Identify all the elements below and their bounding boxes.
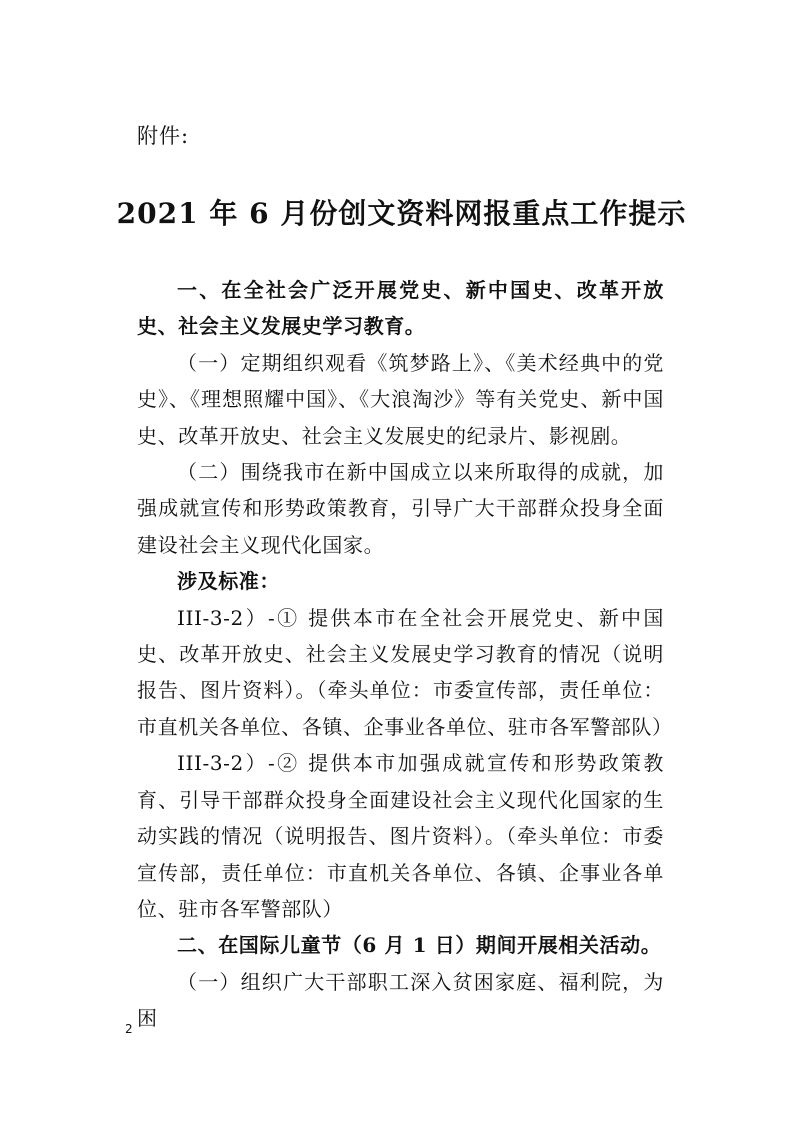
page-number: 2: [125, 1022, 133, 1036]
document-body: [137, 272, 673, 1037]
paragraph-item-1: （一）定期组织观看《筑梦路上》、《美术经典中的党史》、《理想照耀中国》、《大浪淘沙》等有关党史、新中国史、改革开放史、社会主义发展史的纪录片、影视剧。: [137, 350, 664, 448]
document-title: 2021 年 6 月份创文资料网报重点工作提示: [116, 197, 687, 230]
standards-heading: 涉及标准：: [177, 569, 280, 594]
paragraph-item-3: （一）组织广大干部职工深入贫困家庭、福利院，为困: [137, 969, 664, 1031]
standard-item-1: III-3-2）-① 提供本市在全社会开展党史、新中国史、改革开放史、社会主义发展史学习教育的情况（说明报告、图片资料）。（牵头单位：市委宣传部，责任单位：市直机关各单位、各镇、企事业各单位、驻市各军警部队）: [137, 605, 673, 739]
attachment-label: 附件:: [137, 124, 190, 148]
section-heading-2: 二、在国际儿童节（6 月 1 日）期间开展相关活动。: [177, 933, 662, 958]
section-heading-1: 一、在全社会广泛开展党史、新中国史、改革开放史、社会主义发展史学习教育。: [137, 278, 664, 339]
standard-item-2: III-3-2）-② 提供本市加强成就宣传和形势政策教育、引导干部群众投身全面建设社会主义现代化国家的生动实践的情况（说明报告、图片资料）。（牵头单位：市委宣传部，责任单位：市直机关各单位、各镇、企事业各单位、驻市各军警部队）: [137, 751, 664, 921]
paragraph-item-2: （二）围绕我市在新中国成立以来所取得的成就，加强成就宣传和形势政策教育，引导广大干部群众投身全面建设社会主义现代化国家。: [137, 460, 664, 557]
